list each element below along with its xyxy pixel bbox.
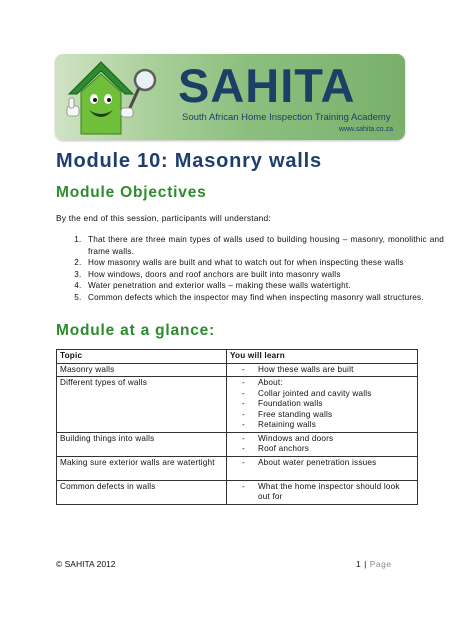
objective-item: 3. How windows, doors and roof anchors are built into masonry walls — [84, 269, 444, 281]
topic-cell: Common defects in walls — [57, 480, 227, 504]
learn-item: - Retaining walls — [230, 420, 414, 431]
brand-tagline: South African Home Inspection Training Academy — [182, 112, 391, 123]
objective-item: 1. That there are three main types of walls used to building housing – masonry, monolithic and frame walls. — [84, 234, 444, 257]
learn-item: - Collar jointed and cavity walls — [230, 389, 414, 400]
topic-cell: Building things into walls — [57, 432, 227, 456]
objectives-heading: Module Objectives — [56, 184, 207, 201]
topic-cell: Different types of walls — [57, 377, 227, 433]
table-row — [57, 480, 418, 504]
sahita-banner — [55, 54, 405, 140]
footer-copyright: © SAHITA 2012 — [56, 559, 116, 569]
learn-item: - What the home inspector should look out for — [230, 482, 414, 503]
table-row — [57, 456, 418, 480]
learn-item: - Free standing walls — [230, 410, 414, 421]
learn-cell — [227, 377, 418, 433]
table-row — [57, 432, 418, 456]
learn-cell — [227, 456, 418, 480]
learn-item: - Roof anchors — [230, 444, 414, 455]
objective-item: 5. Common defects which the inspector may find when inspecting masonry wall structures. — [84, 292, 444, 304]
footer-page — [356, 559, 392, 569]
page-title: Module 10: Masonry walls — [56, 150, 322, 172]
learn-item: - About: — [230, 378, 414, 389]
learn-item: - Windows and doors — [230, 434, 414, 445]
objectives-list — [56, 234, 444, 303]
glance-heading: Module at a glance: — [56, 322, 216, 339]
house-mascot-logo — [55, 54, 180, 140]
website-text: www.sahita.co.za — [338, 126, 393, 133]
page-number: 1 — [356, 559, 362, 569]
column-header-topic: Topic — [57, 350, 227, 364]
topic-cell: Masonry walls — [57, 363, 227, 377]
objective-item: 4. Water penetration and exterior walls – making these walls watertight. — [84, 280, 444, 292]
column-header-learn: You will learn — [227, 350, 418, 364]
page-separator: | — [364, 559, 367, 569]
learn-item: - How these walls are built — [230, 365, 414, 376]
objective-item: 2. How masonry walls are built and what to watch out for when inspecting these walls — [84, 257, 444, 269]
learn-cell — [227, 432, 418, 456]
table-header-row — [57, 350, 418, 364]
learn-item: - Foundation walls — [230, 399, 414, 410]
learn-cell — [227, 480, 418, 504]
learn-cell — [227, 363, 418, 377]
topic-cell: Making sure exterior walls are watertight — [57, 456, 227, 480]
page-label: Page — [369, 559, 392, 569]
table-row — [57, 377, 418, 433]
learn-item: - About water penetration issues — [230, 458, 414, 469]
table-row — [57, 363, 418, 377]
brand-name: SAHITA — [178, 59, 356, 112]
glance-table — [56, 349, 418, 505]
objectives-intro: By the end of this session, participants will understand: — [56, 213, 271, 223]
